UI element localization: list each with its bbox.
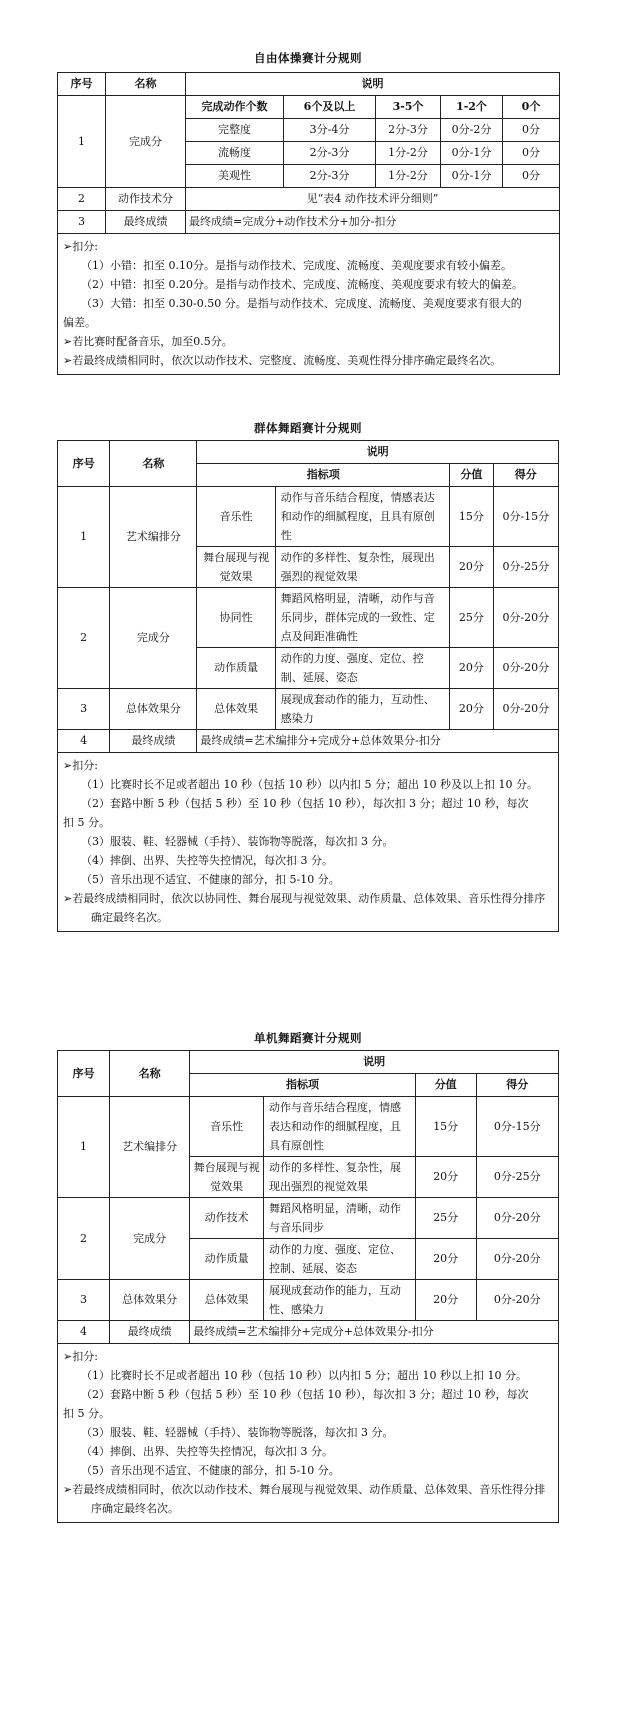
note-item: （4）摔倒、出界、失控等失控情况，每次扣 3 分。 [81, 854, 333, 867]
note-item: （1）比赛时长不足或者超出 10 秒（包括 10 秒）以内扣 5 分；超出 10 秒以上扣 10 分。 [81, 1369, 527, 1382]
cell-value: 20分 [450, 547, 494, 588]
cell-item: 动作质量 [190, 1239, 264, 1280]
cell-score: 0分-20分 [476, 1280, 558, 1321]
cell-item: 动作质量 [197, 648, 275, 689]
cell-value: 2分-3分 [284, 165, 376, 188]
note-tie: ➢若最终成绩相同时，依次以协同性、舞台展现与视觉效果、动作质量、总体效果、音乐性得分排序确定最终名次。 [63, 892, 546, 924]
cell-label: 完整度 [186, 119, 284, 142]
cell-item: 舞台展现与视觉效果 [190, 1157, 264, 1198]
group-dance-title: 群体舞蹈赛计分规则 [254, 421, 362, 435]
note-deduct: ➢扣分: [63, 240, 98, 253]
note-item: （5）音乐出现不适宜、不健康的部分，扣 5-10 分。 [81, 873, 340, 886]
cell-score: 0分-25分 [493, 547, 558, 588]
table-row [58, 689, 559, 730]
subheader-1to2: 1-2个 [441, 96, 503, 119]
note-deduct: ➢扣分: [63, 1350, 98, 1363]
note-deduct: ➢扣分: [63, 759, 98, 772]
table-row [58, 1097, 559, 1157]
notes-row [58, 234, 560, 375]
cell-name: 最终成绩 [110, 730, 197, 753]
note-item: （3）服装、鞋、轻器械（手持）、装饰物等脱落，每次扣 3 分。 [81, 1426, 394, 1439]
cell-name: 最终成绩 [110, 1321, 190, 1344]
note-item: （3）服装、鞋、轻器械（手持）、装饰物等脱落，每次扣 3 分。 [81, 835, 394, 848]
table-row [58, 1280, 559, 1321]
cell-name: 总体效果分 [110, 689, 197, 730]
cell-desc: 动作的力度、强度、定位、控制、延展、姿态 [264, 1239, 416, 1280]
cell-value: 0分-2分 [441, 119, 503, 142]
header-no: 序号 [58, 1051, 110, 1097]
table-header-row [58, 1051, 559, 1074]
cell-value: 25分 [450, 588, 494, 648]
note-item: （5）音乐出现不适宜、不健康的部分，扣 5-10 分。 [81, 1464, 340, 1477]
notes-cell [58, 753, 559, 932]
cell-value: 2分-3分 [284, 142, 376, 165]
solo-dance-section [57, 1030, 559, 1720]
table-row [58, 1321, 559, 1344]
free-gymnastics-table [57, 72, 560, 375]
header-name: 名称 [110, 1051, 190, 1097]
cell-value: 0分-1分 [441, 165, 503, 188]
cell-name: 总体效果分 [110, 1280, 190, 1321]
cell-value: 25分 [415, 1198, 476, 1239]
table-header-row [58, 73, 560, 96]
cell-item: 总体效果 [197, 689, 275, 730]
solo-dance-title: 单机舞蹈赛计分规则 [254, 1031, 362, 1045]
cell-item: 舞台展现与视觉效果 [197, 547, 275, 588]
cell-value: 1分-2分 [376, 165, 441, 188]
cell-value: 3分-4分 [284, 119, 376, 142]
cell-desc: 动作的力度、强度、定位、控制、延展、姿态 [275, 648, 449, 689]
note-item: （2）套路中断 5 秒（包括 5 秒）至 10 秒（包括 10 秒），每次扣 3 分；超过 10 秒，每次 [81, 797, 529, 810]
notes-cell [58, 1344, 559, 1523]
header-value: 分值 [415, 1074, 476, 1097]
cell-value: 0分 [503, 165, 560, 188]
subheader-6plus: 6个及以上 [284, 96, 376, 119]
table-row [58, 188, 560, 211]
note-tie: ➢若最终成绩相同时，依次以动作技术、完整度、流畅度、美观性得分排序确定最终名次。 [63, 354, 502, 367]
note-item: （1）小错：扣至 0.10分。是指与动作技术、完成度、流畅度、美观度要求有较小偏差。 [81, 259, 512, 272]
cell-name: 最终成绩 [106, 211, 186, 234]
cell-desc: 动作的多样性、复杂性，展现出强烈的视觉效果 [275, 547, 449, 588]
cell-desc: 见“表4 动作技术评分细则” [186, 188, 560, 211]
cell-name: 艺术编排分 [110, 487, 197, 588]
cell-item: 协同性 [197, 588, 275, 648]
cell-item: 动作技术 [190, 1198, 264, 1239]
cell-name: 艺术编排分 [110, 1097, 190, 1198]
cell-desc: 展现成套动作的能力，互动性、感染力 [264, 1280, 416, 1321]
cell-no: 2 [58, 188, 106, 211]
header-value: 分值 [450, 464, 494, 487]
cell-desc: 舞蹈风格明显，清晰，动作与音乐同步，群体完成的一致性、定点及间距准确性 [275, 588, 449, 648]
table-row [58, 1198, 559, 1239]
cell-value: 15分 [415, 1097, 476, 1157]
free-gymnastics-section [57, 50, 559, 410]
notes-row [58, 1344, 559, 1523]
cell-label: 美观性 [186, 165, 284, 188]
header-no: 序号 [58, 73, 106, 96]
cell-desc: 动作与音乐结合程度，情感表达和动作的细腻程度，且具有原创性 [275, 487, 449, 547]
cell-name: 动作技术分 [106, 188, 186, 211]
group-dance-table [57, 440, 559, 932]
notes-cell [58, 234, 560, 375]
cell-score: 0分-20分 [476, 1239, 558, 1280]
cell-score: 0分-15分 [476, 1097, 558, 1157]
cell-desc: 舞蹈风格明显，清晰，动作与音乐同步 [264, 1198, 416, 1239]
table-header-row [58, 441, 559, 464]
cell-no: 4 [58, 1321, 110, 1344]
cell-name: 完成分 [110, 1198, 190, 1280]
cell-desc: 展现成套动作的能力，互动性、感染力 [275, 689, 449, 730]
header-name: 名称 [106, 73, 186, 96]
table-row [58, 211, 560, 234]
cell-value: 2分-3分 [376, 119, 441, 142]
cell-no: 1 [58, 1097, 110, 1198]
cell-no: 3 [58, 689, 110, 730]
header-no: 序号 [58, 441, 110, 487]
header-desc: 说明 [186, 73, 560, 96]
table-row [58, 487, 559, 547]
cell-value: 20分 [415, 1280, 476, 1321]
table-row [58, 96, 560, 119]
cell-no: 1 [58, 96, 106, 188]
subheader-count: 完成动作个数 [186, 96, 284, 119]
cell-score: 0分-20分 [476, 1198, 558, 1239]
cell-desc: 最终成绩=艺术编排分+完成分+总体效果分-扣分 [197, 730, 559, 753]
cell-name: 完成分 [106, 96, 186, 188]
header-indicator: 指标项 [190, 1074, 416, 1097]
cell-desc: 最终成绩=完成分+动作技术分+加分-扣分 [186, 211, 560, 234]
cell-value: 0分 [503, 119, 560, 142]
note-item-continued: 扣 5 分。 [63, 816, 110, 829]
cell-no: 4 [58, 730, 110, 753]
cell-no: 2 [58, 1198, 110, 1280]
cell-no: 3 [58, 1280, 110, 1321]
cell-score: 0分-25分 [476, 1157, 558, 1198]
cell-no: 2 [58, 588, 110, 689]
header-score: 得分 [476, 1074, 558, 1097]
note-item: （3）大错：扣至 0.30-0.50 分。是指与动作技术、完成度、流畅度、美观度要求有很大的 [81, 297, 522, 310]
solo-dance-table [57, 1050, 559, 1523]
header-score: 得分 [493, 464, 558, 487]
cell-item: 音乐性 [190, 1097, 264, 1157]
header-name: 名称 [110, 441, 197, 487]
cell-desc: 动作的多样性、复杂性，展现出强烈的视觉效果 [264, 1157, 416, 1198]
note-item: （4）摔倒、出界、失控等失控情况，每次扣 3 分。 [81, 1445, 333, 1458]
cell-value: 15分 [450, 487, 494, 547]
note-item: （2）套路中断 5 秒（包括 5 秒）至 10 秒（包括 10 秒），每次扣 3 分；超过 10 秒，每次 [81, 1388, 529, 1401]
cell-no: 3 [58, 211, 106, 234]
cell-score: 0分-20分 [493, 648, 558, 689]
cell-score: 0分-20分 [493, 689, 558, 730]
cell-desc: 动作与音乐结合程度，情感表达和动作的细腻程度，且具有原创性 [264, 1097, 416, 1157]
cell-value: 20分 [415, 1239, 476, 1280]
group-dance-section [57, 420, 559, 960]
note-tie: ➢若最终成绩相同时，依次以动作技术、舞台展现与视觉效果、动作质量、总体效果、音乐性得分排序确定最终名次。 [63, 1483, 546, 1515]
cell-item: 总体效果 [190, 1280, 264, 1321]
note-music: ➢若比赛时配备音乐，加至0.5分。 [63, 335, 233, 348]
cell-desc: 最终成绩=艺术编排分+完成分+总体效果分-扣分 [190, 1321, 559, 1344]
cell-score: 0分-20分 [493, 588, 558, 648]
cell-no: 1 [58, 487, 110, 588]
free-gymnastics-title: 自由体操赛计分规则 [254, 51, 362, 65]
cell-score: 0分-15分 [493, 487, 558, 547]
notes-row [58, 753, 559, 932]
cell-value: 20分 [450, 648, 494, 689]
subheader-0: 0个 [503, 96, 560, 119]
header-indicator: 指标项 [197, 464, 450, 487]
table-row [58, 730, 559, 753]
header-desc: 说明 [197, 441, 559, 464]
cell-item: 音乐性 [197, 487, 275, 547]
cell-label: 流畅度 [186, 142, 284, 165]
table-row [58, 588, 559, 648]
cell-value: 0分 [503, 142, 560, 165]
note-item-continued: 偏差。 [63, 316, 96, 329]
note-item-continued: 扣 5 分。 [63, 1407, 110, 1420]
subheader-3to5: 3-5个 [376, 96, 441, 119]
cell-value: 20分 [415, 1157, 476, 1198]
cell-value: 1分-2分 [376, 142, 441, 165]
note-item: （2）中错：扣至 0.20分。是指与动作技术、完成度、流畅度、美观度要求有较大的偏差。 [81, 278, 523, 291]
cell-name: 完成分 [110, 588, 197, 689]
header-desc: 说明 [190, 1051, 559, 1074]
cell-value: 0分-1分 [441, 142, 503, 165]
note-item: （1）比赛时长不足或者超出 10 秒（包括 10 秒）以内扣 5 分；超出 10 秒及以上扣 10 分。 [81, 778, 538, 791]
cell-value: 20分 [450, 689, 494, 730]
